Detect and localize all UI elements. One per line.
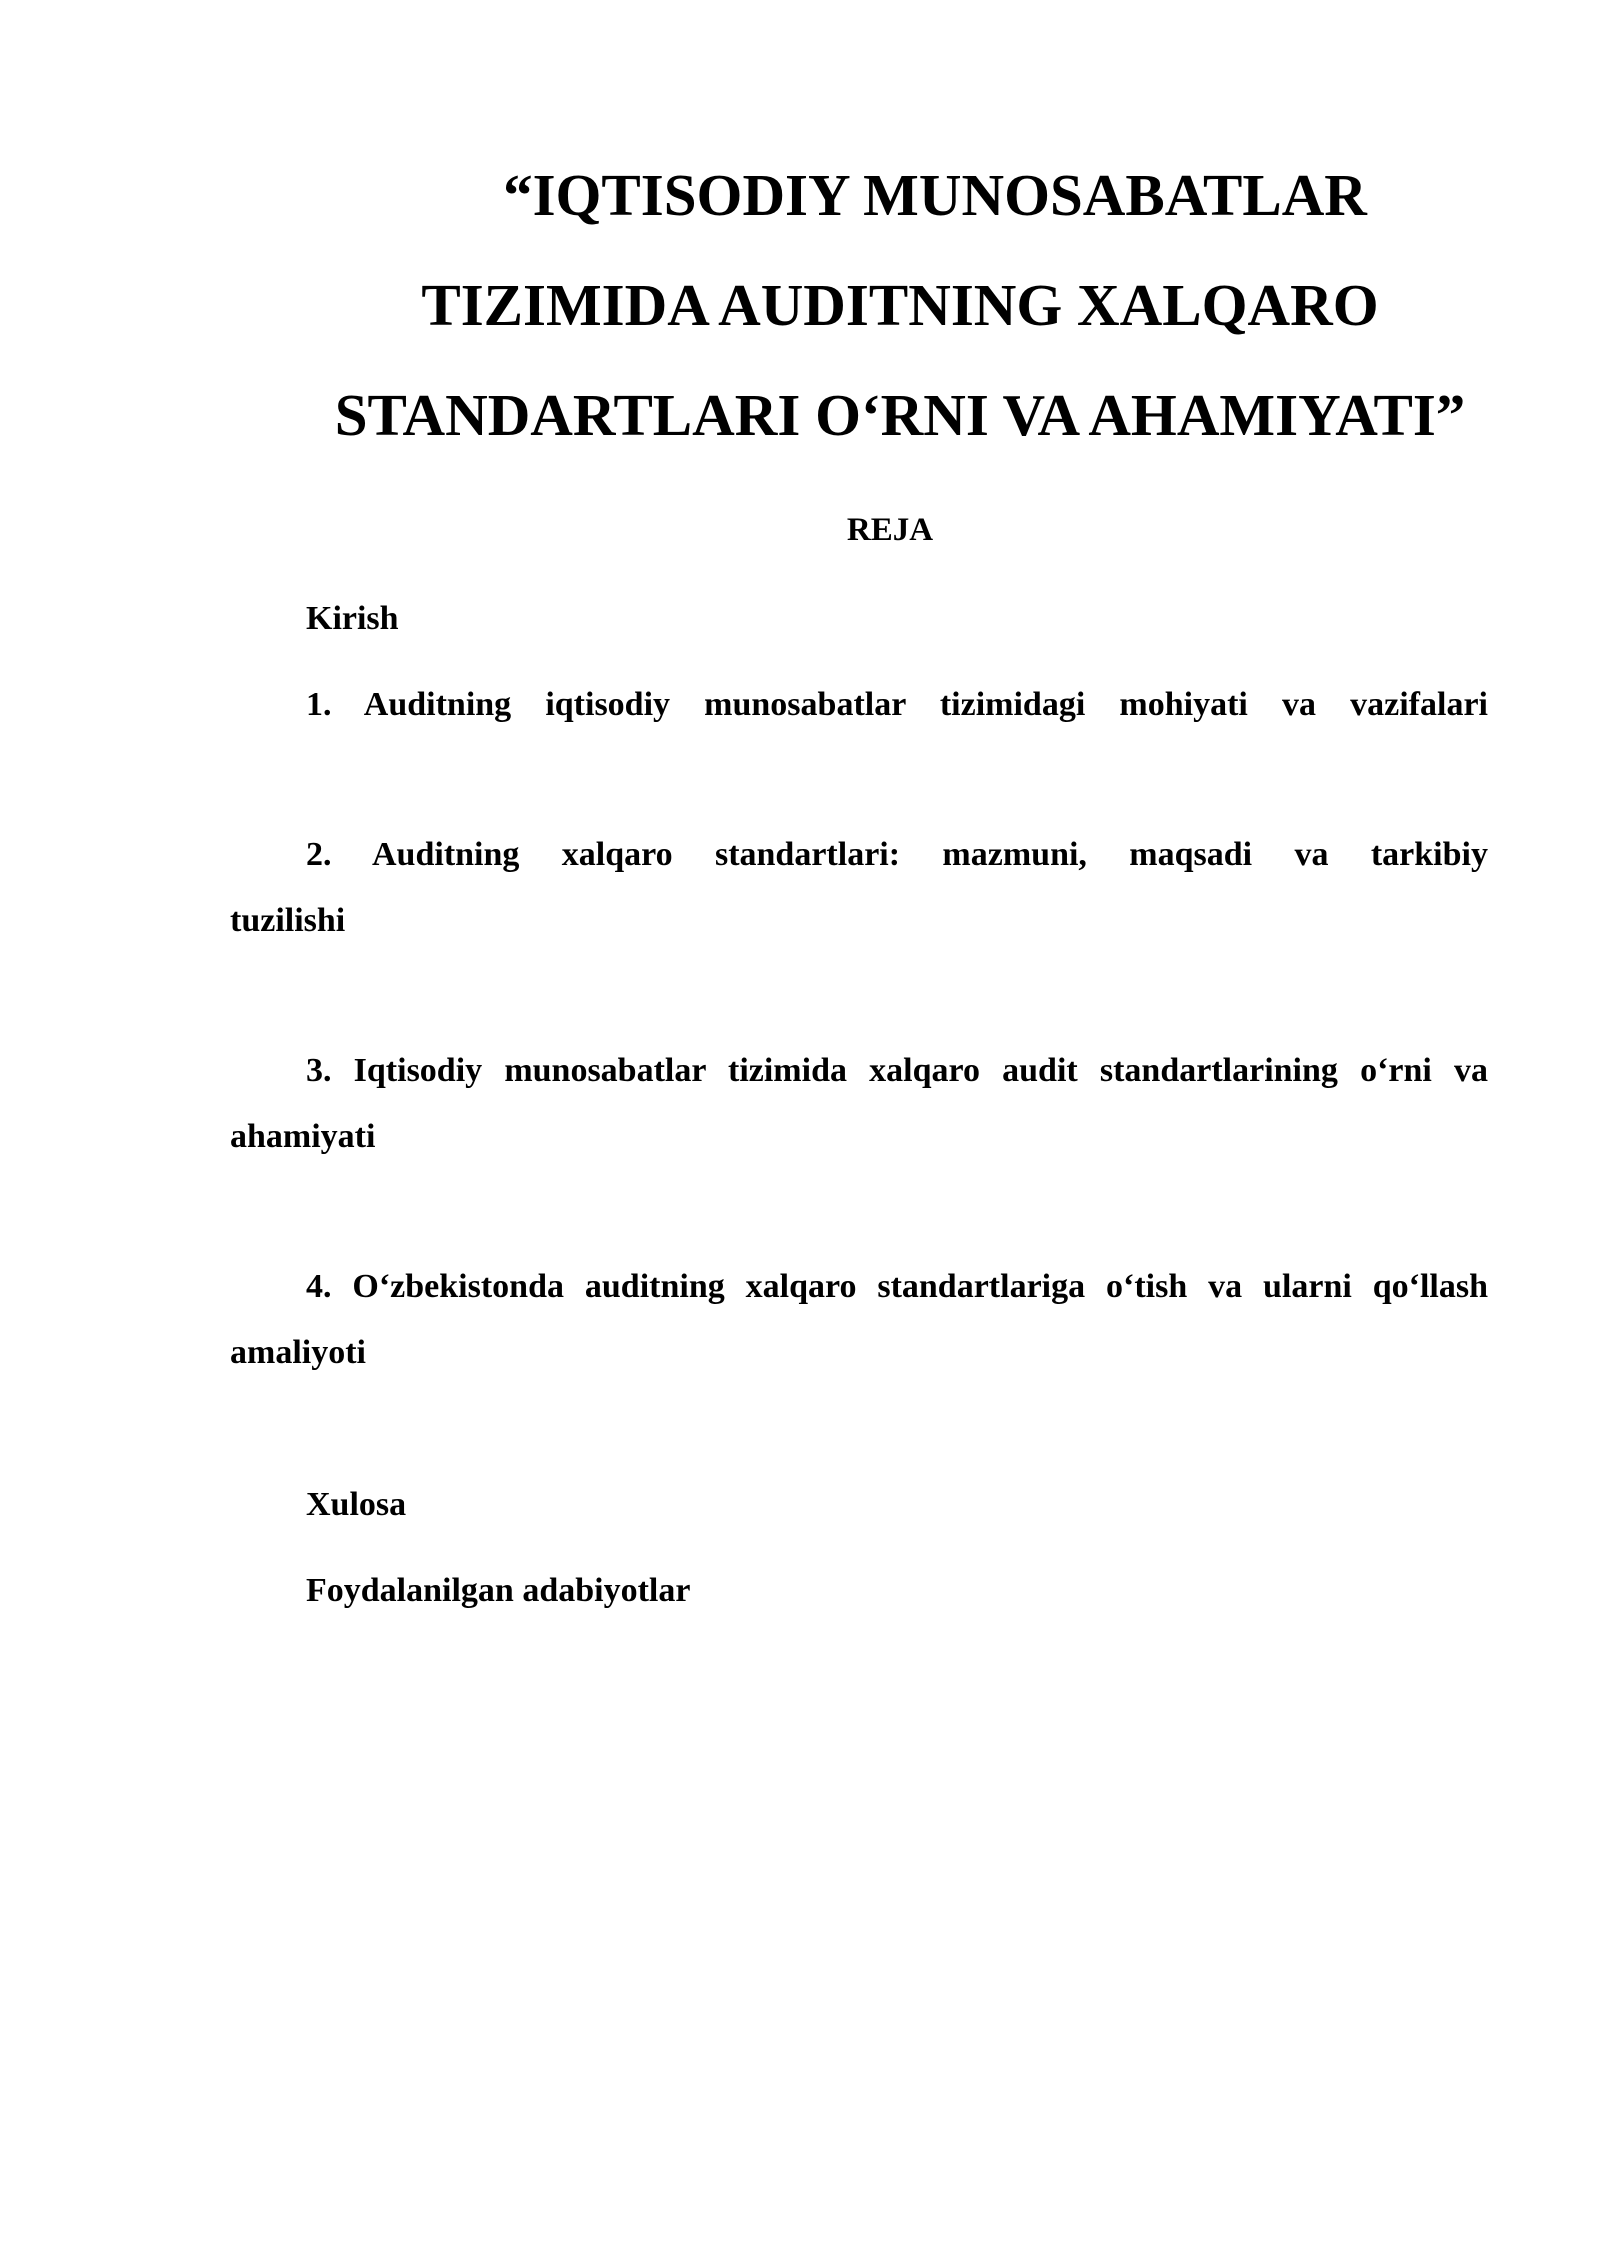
plan-heading: REJA bbox=[846, 512, 934, 548]
toc-references: Foydalanilgan adabiyotlar bbox=[306, 1572, 691, 1609]
toc-item-2-line-2: tuzilishi bbox=[230, 902, 346, 939]
title-line-3: STANDARTLARI O‘RNI VA AHAMIYATI” bbox=[334, 382, 1466, 448]
title-line-1: “IQTISODIY MUNOSABATLAR bbox=[503, 162, 1367, 228]
toc-item-3 bbox=[230, 1038, 1488, 1170]
toc-item-3-line-1: 3. Iqtisodiy munosabatlar tizimida xalqaro audit standartlarining o‘rni va bbox=[306, 1052, 1488, 1089]
toc-item-2-line-1: 2. Auditning xalqaro standartlari: mazmuni, maqsadi va tarkibiy bbox=[306, 836, 1488, 873]
toc-item-1 bbox=[230, 672, 1488, 738]
toc-item-1-text: 1. Auditning iqtisodiy munosabatlar tizimidagi mohiyati va vazifalari bbox=[306, 686, 1488, 723]
document-title bbox=[160, 140, 1600, 470]
toc-item-4-line-1: 4. O‘zbekistonda auditning xalqaro standartlariga o‘tish va ularni qo‘llash bbox=[306, 1268, 1488, 1305]
toc-item-3-line-2: ahamiyati bbox=[230, 1118, 376, 1155]
toc-item-4-line-2: amaliyoti bbox=[230, 1334, 366, 1371]
toc-item-4 bbox=[230, 1254, 1488, 1386]
title-line-2: TIZIMIDA AUDITNING XALQARO bbox=[421, 272, 1379, 338]
toc-intro: Kirish bbox=[306, 600, 399, 637]
toc-conclusion: Xulosa bbox=[306, 1486, 407, 1523]
toc-item-2 bbox=[230, 822, 1488, 954]
